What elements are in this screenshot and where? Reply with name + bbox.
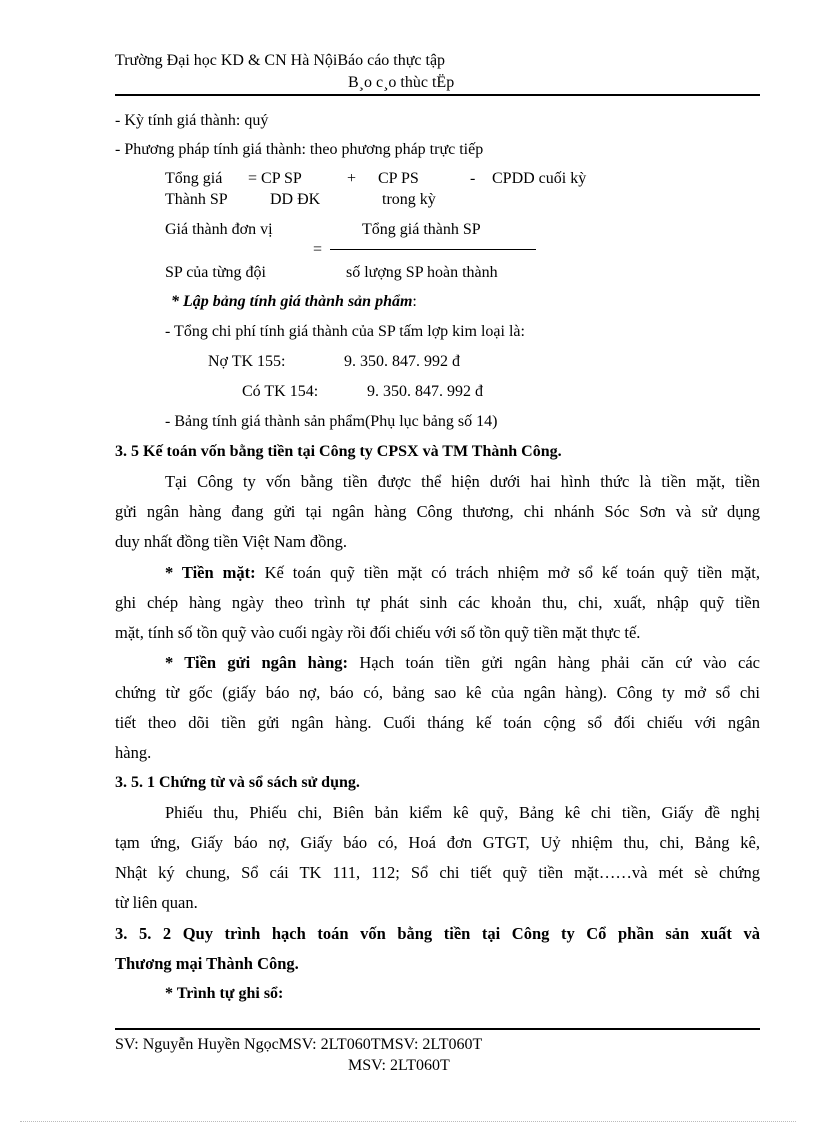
formula2-equals: = (313, 241, 323, 258)
section-3-5-1-heading: 3. 5. 1 Chứng từ và sổ sách sử dụng. (115, 774, 360, 791)
tong-chi-phi: - Tổng chi phí tính giá thành của SP tấm lợp kim loại là: (165, 323, 525, 340)
header-line-1: Trường Đại học KD & CN Hà NộiBáo cáo thực tập (115, 52, 446, 69)
formula1-cp-sp: = CP SP (248, 170, 302, 187)
formula1-trong-ky: trong kỳ (382, 191, 436, 208)
formula2-numerator: Tổng giá thành SP (362, 221, 481, 238)
phuong-phap-tinh: - Phương pháp tính giá thành: theo phương pháp trực tiếp (115, 141, 484, 158)
header-line-2: B¸o c¸o thùc tËp (348, 74, 455, 91)
tien-mat-label: * Tiền mặt: (165, 563, 256, 582)
p2-line-2: ghi chép hàng ngày theo trình tự phát sinh các khoản thu, chi, xuất, nhập quỹ tiền (115, 593, 760, 612)
formula1-dd-dk: DD ĐK (270, 191, 321, 208)
footer-line-2: MSV: 2LT060T (348, 1057, 450, 1074)
section-3-5-2-heading-line-2: Thương mại Thành Công. (115, 954, 299, 973)
formula1-minus: - (470, 170, 476, 187)
lap-bang-heading (171, 292, 417, 312)
formula2-sp-cua-tung-doi: SP của từng đội (165, 264, 266, 281)
footer-rule (115, 1028, 760, 1030)
trinh-tu-ghi-so: * Trình tự ghi sổ: (165, 985, 284, 1002)
p3-line-3: tiết theo dõi tiền gửi ngân hàng. Cuối tháng kế toán cộng sổ đối chiếu với ngân (115, 713, 760, 732)
p1-line-2: gửi ngân hàng đang gửi tại ngân hàng Công thương, chi nhánh Sóc Sơn và sử dụng (115, 502, 760, 521)
bang-tinh-gia-thanh: - Bảng tính giá thành sản phẩm(Phụ lục bảng số 14) (165, 413, 498, 430)
tien-mat-text: Kế toán quỹ tiền mặt có trách nhiệm mở sổ kế toán quỹ tiền mặt, (255, 563, 760, 582)
formula2-gia-thanh-don-vi: Giá thành đơn vị (165, 221, 273, 238)
co-tk-154-value: 9. 350. 847. 992 đ (367, 383, 483, 400)
p4-line-3: Nhật ký chung, Sổ cái TK 111, 112; Sổ chi tiết quỹ tiền mặt……và mét sè chứng (115, 863, 760, 882)
no-tk-155-value: 9. 350. 847. 992 đ (344, 353, 460, 370)
header-rule (115, 94, 760, 96)
p1-line-1: Tại Công ty vốn bằng tiền được thể hiện dưới hai hình thức là tiền mặt, tiền (165, 472, 760, 491)
lap-bang-colon: : (412, 293, 417, 310)
formula2-fraction-bar (330, 249, 536, 250)
no-tk-155-label: Nợ TK 155: (208, 353, 286, 370)
p3-line-4: hàng. (115, 743, 152, 762)
p3-line-2: chứng từ gốc (giấy báo nợ, báo có, bảng sao kê của ngân hàng). Công ty mở sổ chi (115, 683, 760, 702)
section-3-5-2-heading-line-1: 3. 5. 2 Quy trình hạch toán vốn bằng tiền tại Công ty Cổ phần sản xuất và (115, 924, 760, 943)
ky-tinh-gia-thanh: - Kỳ tính giá thành: quý (115, 112, 269, 129)
p3-line-1 (165, 653, 760, 673)
p1-line-3: duy nhất đồng tiền Việt Nam đồng. (115, 532, 347, 551)
section-3-5-heading: 3. 5 Kế toán vốn bằng tiền tại Công ty CPSX và TM Thành Công. (115, 443, 562, 460)
p4-line-2: tạm ứng, Giấy báo nợ, Giấy báo có, Hoá đơn GTGT, Uỷ nhiệm thu, chi, Bảng kê, (115, 833, 760, 852)
formula1-cp-ps: CP PS (378, 170, 419, 187)
tien-gui-label: * Tiền gửi ngân hàng: (165, 653, 349, 672)
p2-line-1 (165, 563, 760, 583)
co-tk-154-label: Có TK 154: (242, 383, 319, 400)
tien-gui-text: Hạch toán tiền gửi ngân hàng phải căn cứ vào các (348, 653, 760, 672)
formula2-denominator: số lượng SP hoàn thành (346, 264, 498, 281)
p4-line-1: Phiếu thu, Phiếu chi, Biên bản kiểm kê quỹ, Bảng kê chi tiền, Giấy đề nghị (165, 803, 760, 822)
p4-line-4: từ liên quan. (115, 893, 198, 912)
formula1-thanh-sp: Thành SP (165, 191, 228, 208)
p2-line-3: mặt, tính số tồn quỹ vào cuối ngày rồi đối chiếu với số tồn quỹ tiền mặt thực tế. (115, 623, 641, 642)
lap-bang-text: * Lập bảng tính giá thành sản phẩm (171, 293, 413, 310)
page-edge-dotted-line (20, 1121, 796, 1122)
footer-line-1: SV: Nguyễn Huyền NgọcMSV: 2LT060TMSV: 2LT060T (115, 1036, 483, 1053)
formula1-plus: + (347, 170, 357, 187)
formula1-tong-gia: Tổng giá (165, 170, 223, 187)
formula1-cpdd-cuoi-ky: CPDD cuối kỳ (492, 170, 587, 187)
